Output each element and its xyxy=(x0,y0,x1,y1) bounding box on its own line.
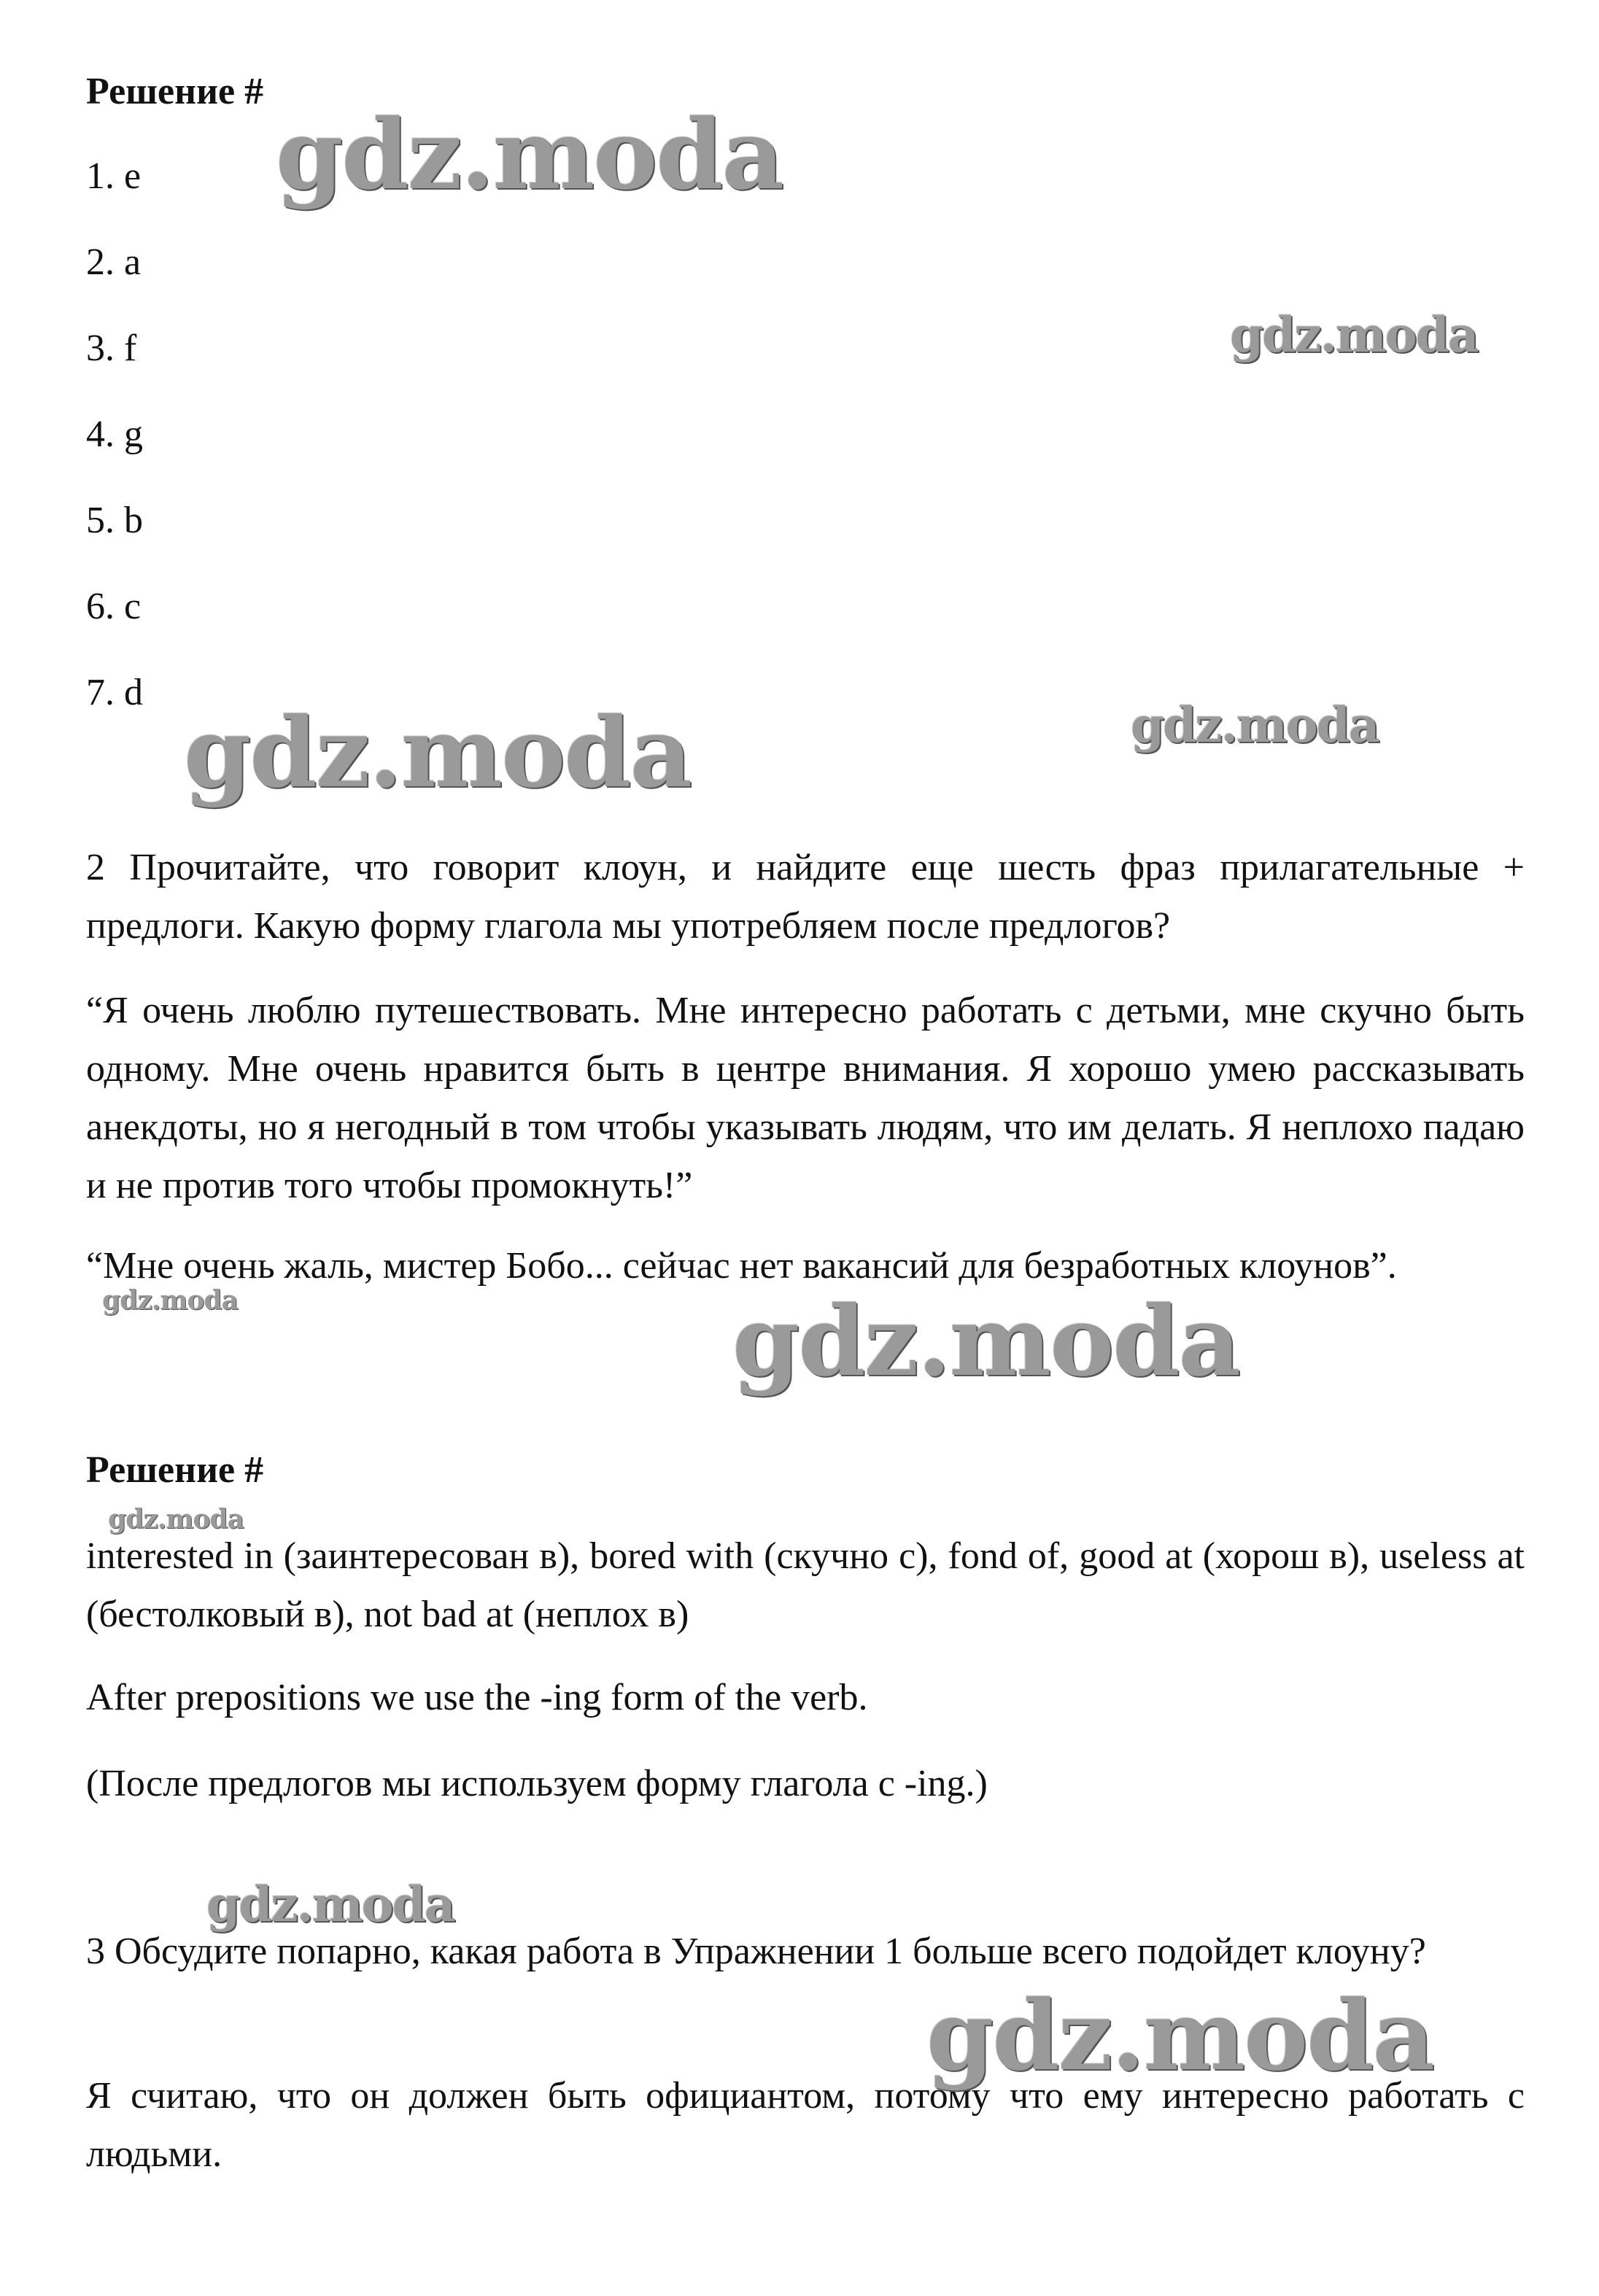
watermark-logo: gdz.moda xyxy=(206,1876,454,1933)
watermark-logo: gdz.moda xyxy=(926,1979,1434,2093)
solution-heading-1: Решение # xyxy=(86,71,264,112)
task3-prompt: 3 Обсудите попарно, какая работа в Упражнении 1 больше всего подойдет клоуну? xyxy=(86,1931,1426,1972)
task2-prompt: 2 Прочитайте, что говорит клоун, и найдите еще шесть фраз прилагательные + предлоги. Какую форму глагола мы употребляем после предлогов? xyxy=(86,847,1525,947)
watermark-logo: gdz.moda xyxy=(276,98,783,212)
watermark-logo: gdz.moda xyxy=(184,697,692,810)
task2-quote-reply: “Мне очень жаль, мистер Бобо... сейчас нет вакансий для безработных клоунов”. xyxy=(86,1245,1397,1287)
watermark-logo: gdz.moda xyxy=(102,1285,238,1316)
answer-item-3: 3. f xyxy=(86,327,137,369)
adjective-preposition-list: interested in (заинтересован в), bored with (скучно с), fond of, good at (хорош в), useless at (бестолковый в), not bad at (неплох в) xyxy=(86,1535,1525,1635)
watermark-logo: gdz.moda xyxy=(1131,697,1379,753)
watermark-logo: gdz.moda xyxy=(1230,306,1478,363)
watermark-logo: gdz.moda xyxy=(732,1285,1240,1398)
solution-heading-2: Решение # xyxy=(86,1449,264,1491)
grammar-rule: After prepositions we use the -ing form of the verb. xyxy=(86,1677,868,1718)
grammar-rule-translation: (После предлогов мы используем форму глагола с -ing.) xyxy=(86,1763,988,1804)
answer-item-7: 7. d xyxy=(86,672,143,713)
answer-item-6: 6. c xyxy=(86,586,142,627)
watermark-logo: gdz.moda xyxy=(108,1504,244,1535)
answer-item-5: 5. b xyxy=(86,500,143,541)
task3-answer: Я считаю, что он должен быть официантом, потому что ему интересно работать с людьми. xyxy=(86,2075,1525,2175)
answer-item-4: 4. g xyxy=(86,414,143,455)
task2-quote-clown: “Я очень люблю путешествовать. Мне интересно работать с детьми, мне скучно быть одному. Мне очень нравится быть в центре внимания. Я хорошо умею рассказывать анекдоты, но я негодный в том чтобы указывать людям, что им делать. Я неплохо падаю и не против того чтобы промокнуть!” xyxy=(86,990,1525,1206)
answer-item-1: 1. e xyxy=(86,155,142,197)
answer-item-2: 2. a xyxy=(86,241,142,283)
